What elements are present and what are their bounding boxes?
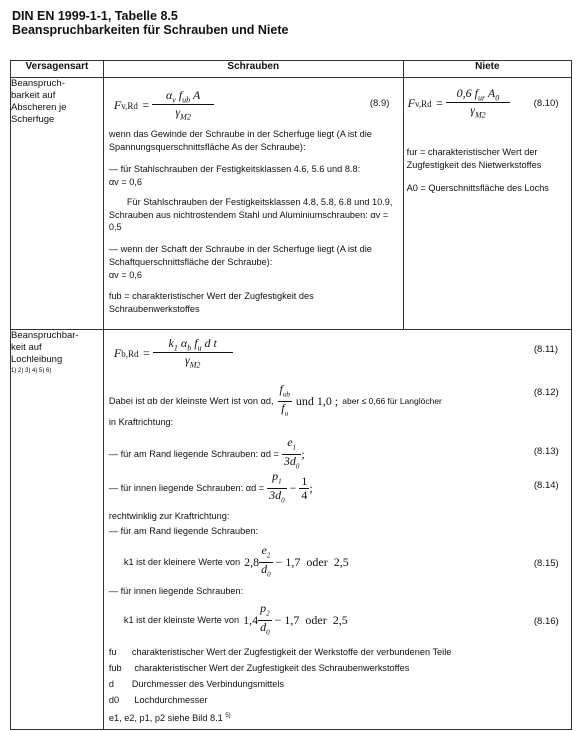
row2-label-line: Lochleibung <box>11 354 63 365</box>
row1-niete-cell <box>403 78 571 330</box>
resistance-table <box>10 60 572 730</box>
text-alpha-v-06: αv = 0,6 <box>108 177 143 187</box>
dabei-langloecher: aber ≤ 0,66 für Langlöcher <box>342 396 442 407</box>
eq-number-8-10: (8.10) <box>533 98 559 109</box>
def-fu: fu charakteristischer Wert der Zugfestigkeit der Werkstoffe der verbundenen Teile <box>108 647 452 657</box>
text-rechtwinklig: rechtwinklig zur Kraftrichtung: <box>108 511 230 521</box>
row1-label-line: barkeit auf <box>11 90 56 101</box>
text-fub-definition: fub = charakteristischer Wert der Zugfestigkeit des Schraubenwerkstoffes <box>108 291 314 314</box>
row-abscheren <box>11 78 572 330</box>
row1-label-line: Beanspruch- <box>11 78 65 89</box>
eq-number-8-11: (8.11) <box>533 344 558 355</box>
formula-fbrd: Fb,Rd = $\frac{k_1 \alpha_b f_u d t}{\gamma_{M2}}$ <box>114 336 233 370</box>
title-line-2: Beanspruchbarkeiten für Schrauben und Niete <box>12 23 289 37</box>
fub-over-fu: $\frac{f_{ub}}{f_u}$ <box>279 382 290 418</box>
def-e-p-line <box>109 710 231 725</box>
eq-number-8-14: (8.14) <box>533 480 559 491</box>
def-fub: fub charakteristischer Wert der Zugfestigkeit des Schraubenwerkstoffes <box>108 663 410 673</box>
text-bullet-2: Für Stahlschrauben der Festigkeitsklassen 4.8, 5.8, 6.8 und 10.9, Schrauben aus nichtrostendem Stahl und Aluminiumschrauben: αv = 0,5 <box>108 197 393 232</box>
document-title <box>12 9 288 37</box>
formula-fvrd-niete: Fv,Rd = $\frac{0,6 f_{ur} A_0}{\gamma_{M2}}$ <box>408 86 510 120</box>
row-lochleibung <box>11 330 572 730</box>
row1-label <box>11 78 104 330</box>
k1a-line: k1 ist der kleinere Werte von 2,8 $\frac{e_2}{d_0}$ − 1,7 oder 2,5 <box>123 543 349 579</box>
innen2-text: — für innen liegende Schrauben: <box>108 586 244 596</box>
innen1-text: — für innen liegende Schrauben: αd = <box>108 483 265 494</box>
text-bullet-3: — wenn der Schaft der Schraube in der Scherfuge liegt (A ist die Schaftquerschnittsfläche der Schraube): <box>108 244 372 267</box>
eq-number-8-12: (8.12) <box>533 387 559 398</box>
text-bullet-1: — für Stahlschrauben der Festigkeitsklassen 4.6, 5.6 und 8.8: <box>108 164 361 174</box>
dabei-text: Dabei ist αb der kleinste Wert ist von αd, <box>108 396 274 407</box>
def-e-p: e1, e2, p1, p2 siehe Bild 8.1 <box>108 713 223 724</box>
def-footnote-ref: 5) <box>225 713 231 719</box>
rand2-text: — für am Rand liegende Schrauben: <box>108 526 259 536</box>
dabei-und: und 1,0 ; <box>295 394 339 409</box>
row2-content-cell <box>103 330 571 730</box>
text-gewinde: wenn das Gewinde der Schraube in der Scherfuge liegt (A ist die Spannungsquerschnittsfläche As der Schraube): <box>108 129 372 152</box>
eq-number-8-15: (8.15) <box>533 558 559 569</box>
eq-number-8-16: (8.16) <box>533 616 559 627</box>
text-fur-definition: fur = charakteristischer Wert der Zugfestigkeit des Nietwerkstoffes <box>406 147 542 170</box>
innen1-line: — für innen liegende Schrauben: αd = $\frac{p_1}{3d_0}$ − $\frac{1}{4}$ ; <box>108 469 313 505</box>
text-a0-definition: A0 = Querschnittsfläche des Lochs <box>406 183 549 193</box>
row1-schrauben-cell <box>103 78 403 330</box>
title-line-1: DIN EN 1999-1-1, Tabelle 8.5 <box>12 9 178 23</box>
row2-label <box>11 330 104 730</box>
header-schrauben: Schrauben <box>103 61 403 78</box>
dabei-line <box>109 383 549 420</box>
text-alpha-v-06b: αv = 0,6 <box>108 270 143 280</box>
rand1-text: — für am Rand liegende Schrauben: αd = <box>108 449 279 460</box>
row2-label-line: keit auf <box>11 342 42 353</box>
def-d0: d0 Lochdurchmesser <box>108 695 208 705</box>
k1b-line: k1 ist der kleinste Werte von 1,4 $\frac{p_2}{d_0}$ − 1,7 oder 2,5 <box>123 601 348 637</box>
row2-label-line: Beanspruchbar- <box>11 330 79 341</box>
header-versagensart: Versagensart <box>11 61 104 78</box>
row1-label-line: Scherfuge <box>11 114 55 125</box>
k1b-text: k1 ist der kleinste Werte von <box>123 615 240 626</box>
row1-label-line: Abscheren je <box>11 102 67 113</box>
def-d: d Durchmesser des Verbindungsmittels <box>108 679 285 689</box>
rand1-line: — für am Rand liegende Schrauben: αd = $\frac{e_1}{3d_0}$ ; <box>108 435 305 471</box>
eq-number-8-13: (8.13) <box>533 446 559 457</box>
header-niete: Niete <box>403 61 571 78</box>
row2-footnote-refs: 1) 2) 3) 4) 5) 6) <box>11 368 52 374</box>
formula-fvrd-schraube: Fv,Rd = $\frac{\alpha_v f_{ub} A}{\gamma_{M2}}$ <box>114 88 214 122</box>
k1a-text: k1 ist der kleinere Werte von <box>123 557 241 568</box>
text-in-kraftrichtung: in Kraftrichtung: <box>108 417 174 427</box>
eq-number-8-9: (8.9) <box>369 98 390 109</box>
header-row <box>11 61 572 78</box>
